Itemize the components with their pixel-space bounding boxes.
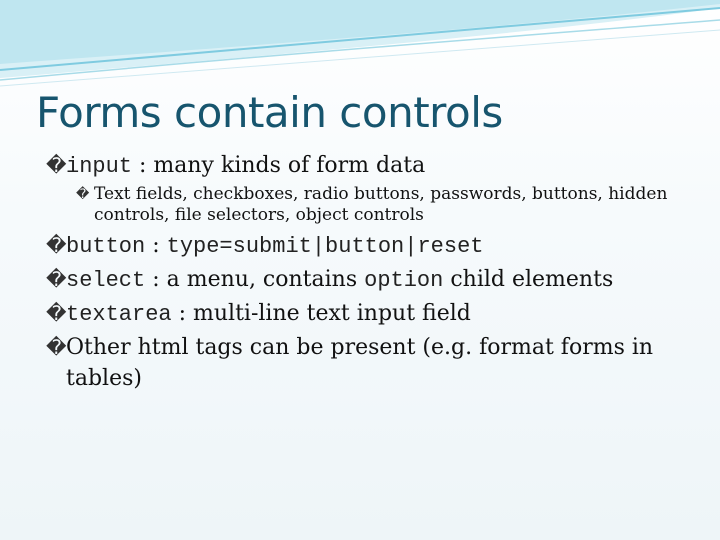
code-input: input [66, 154, 133, 179]
bullet-textarea [46, 298, 696, 330]
bullet-text-2: child elements [443, 267, 614, 292]
bullet-select [46, 264, 696, 296]
bullet-marker-icon: � [46, 301, 67, 325]
bullet-input [46, 150, 696, 182]
code-button-types: type=submit|button|reset [166, 234, 484, 259]
bullet-separator: : [145, 233, 167, 258]
sub-bullet-line-2: controls, file selectors, object controls [94, 205, 424, 225]
bullet-marker-icon: � [46, 233, 67, 257]
code-button: button [66, 234, 146, 259]
code-textarea: textarea [66, 302, 172, 327]
bullet-marker-icon: � [46, 267, 67, 291]
slide-title: Forms contain controls [36, 88, 503, 137]
bullet-text: : multi-line text input field [171, 301, 471, 326]
bullet-button [46, 230, 696, 262]
bullet-marker-icon: � [46, 153, 67, 177]
code-select: select [66, 268, 146, 293]
bullet-other-tags [46, 332, 696, 394]
code-option: option [364, 268, 444, 293]
bullet-line-2: tables) [66, 366, 142, 391]
sub-bullet-input-types [46, 184, 696, 226]
bullet-text: : many kinds of form data [132, 153, 426, 178]
sub-bullet-marker-icon: � [76, 187, 90, 202]
header-swoosh [0, 0, 720, 90]
bullet-marker-icon: � [46, 335, 67, 359]
bullet-text: : a menu, contains [145, 267, 365, 292]
slide-body [46, 150, 696, 396]
sub-bullet-line-1: Text fields, checkboxes, radio buttons, passwords, buttons, hidden [94, 184, 668, 204]
bullet-line-1: Other html tags can be present (e.g. format forms in [66, 335, 654, 360]
